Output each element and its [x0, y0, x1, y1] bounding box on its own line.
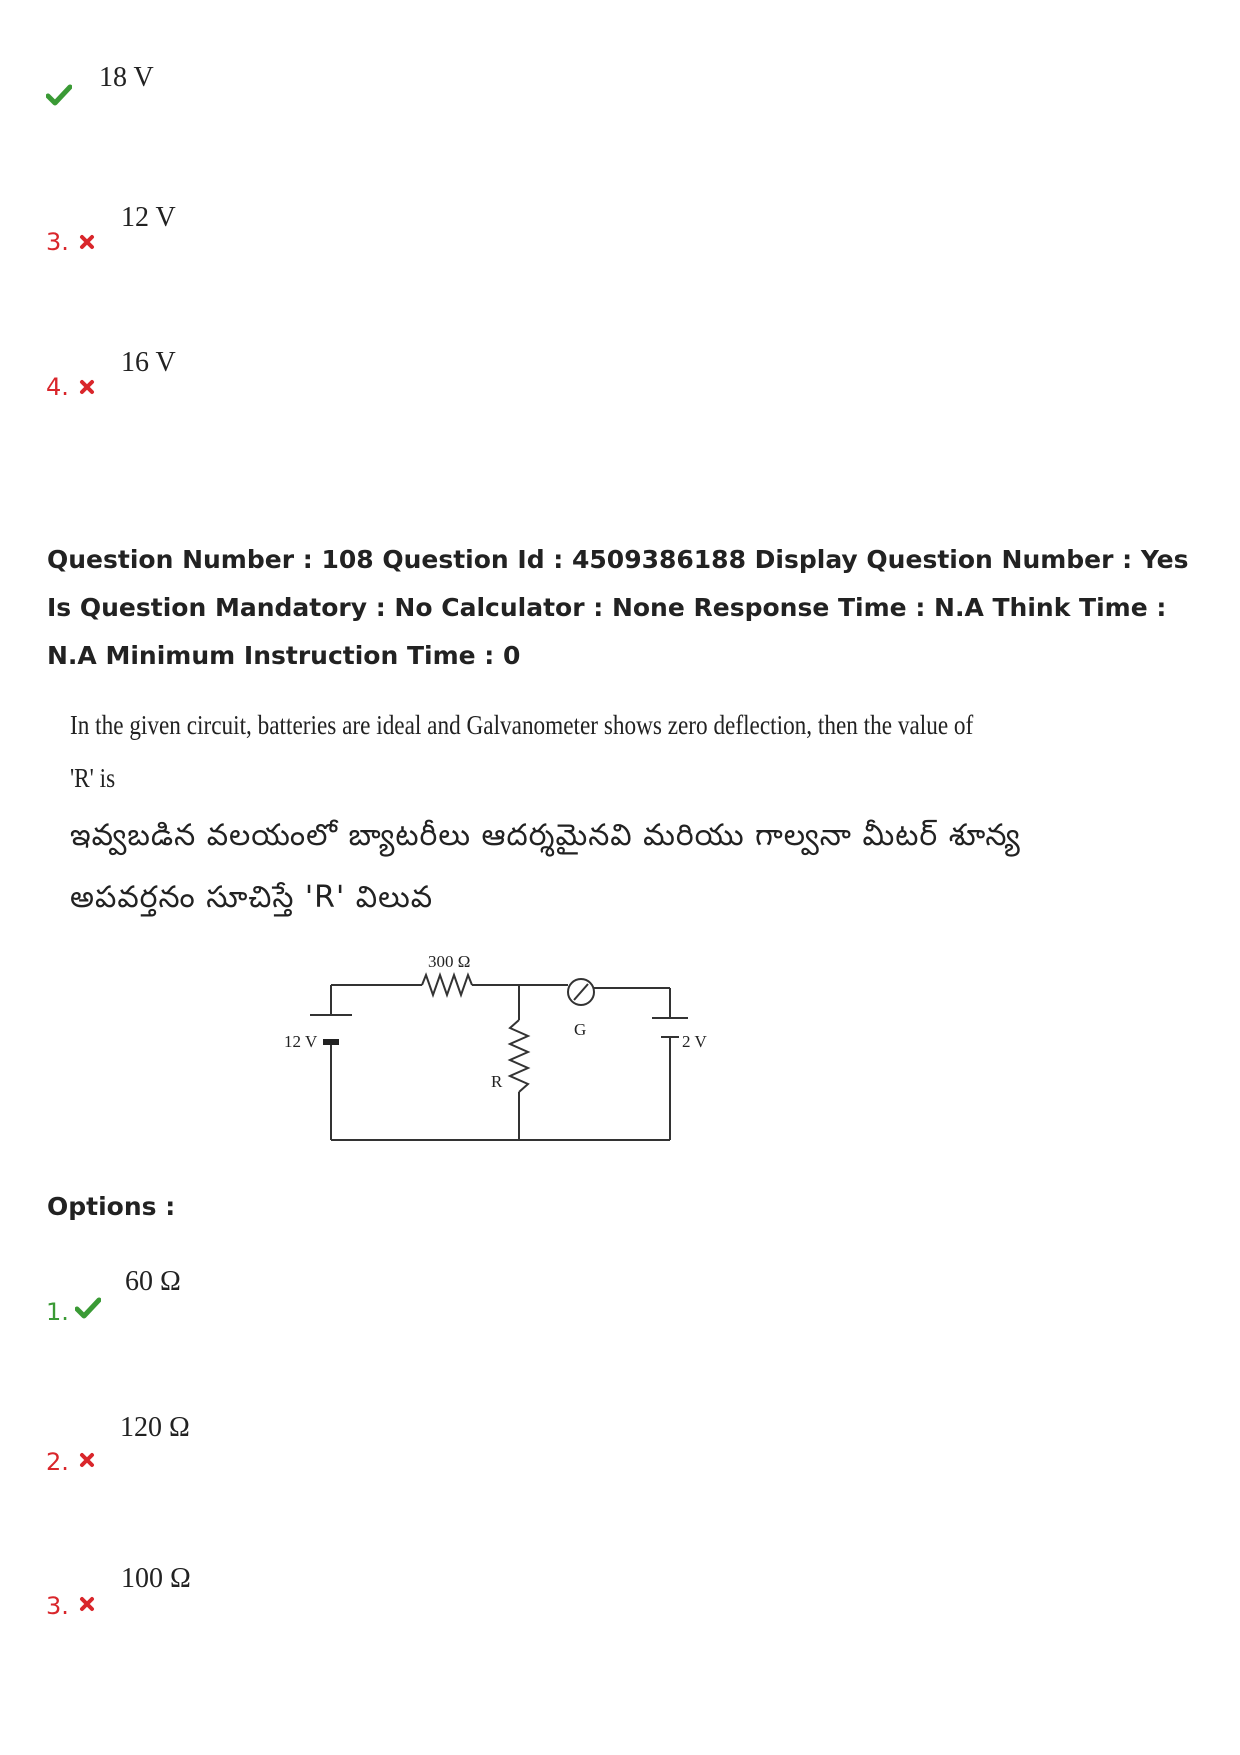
question-meta: Question Number : 108 Question Id : 4509386188 Display Question Number : Yes Is Question Mandatory : No Calculator : None Response Time : N.A Think Time : N.A Minimum Instruction Time : 0 [47, 545, 1189, 670]
question-text-te-line2: అపవర్తనం సూచిస్తే 'R' విలువ [70, 880, 434, 915]
cross-icon [79, 1452, 95, 1468]
question-text-en-line2: 'R' is [70, 763, 116, 793]
r-label: R [491, 1072, 503, 1091]
option-value: 12 V [121, 202, 176, 233]
check-icon [46, 82, 72, 108]
cross-icon [79, 379, 95, 395]
option-number: 4. [46, 373, 69, 401]
question-text-en-line1: In the given circuit, batteries are ideal and Galvanometer shows zero deflection, then the value of [70, 710, 974, 740]
left-battery-cell [323, 1039, 339, 1045]
option-number: 3. [46, 228, 69, 256]
option-value: 18 V [99, 62, 154, 93]
cross-icon [79, 1596, 95, 1612]
option-value[interactable]: 120 Ω [120, 1412, 190, 1443]
option-value[interactable]: 100 Ω [121, 1563, 191, 1594]
circuit-diagram [280, 945, 720, 1150]
left-battery-label: 12 V [284, 1032, 318, 1051]
cross-icon [79, 234, 95, 250]
option-number: 1. [46, 1298, 69, 1326]
option-value: 16 V [121, 347, 176, 378]
option-value[interactable]: 60 Ω [125, 1266, 181, 1297]
resistor-300-label: 300 Ω [428, 952, 471, 971]
options-label: Options : [47, 1192, 176, 1221]
question-text-te-line1: ఇవ్వబడిన వలయంలో బ్యాటరీలు ఆదర్శమైనవి మరియు గాల్వనా మీటర్ శూన్య [70, 818, 1021, 853]
option-number: 3. [46, 1592, 69, 1620]
check-icon [75, 1295, 101, 1321]
galvanometer-label: G [574, 1020, 587, 1039]
right-battery-label: 2 V [682, 1032, 707, 1051]
option-number: 2. [46, 1448, 69, 1476]
